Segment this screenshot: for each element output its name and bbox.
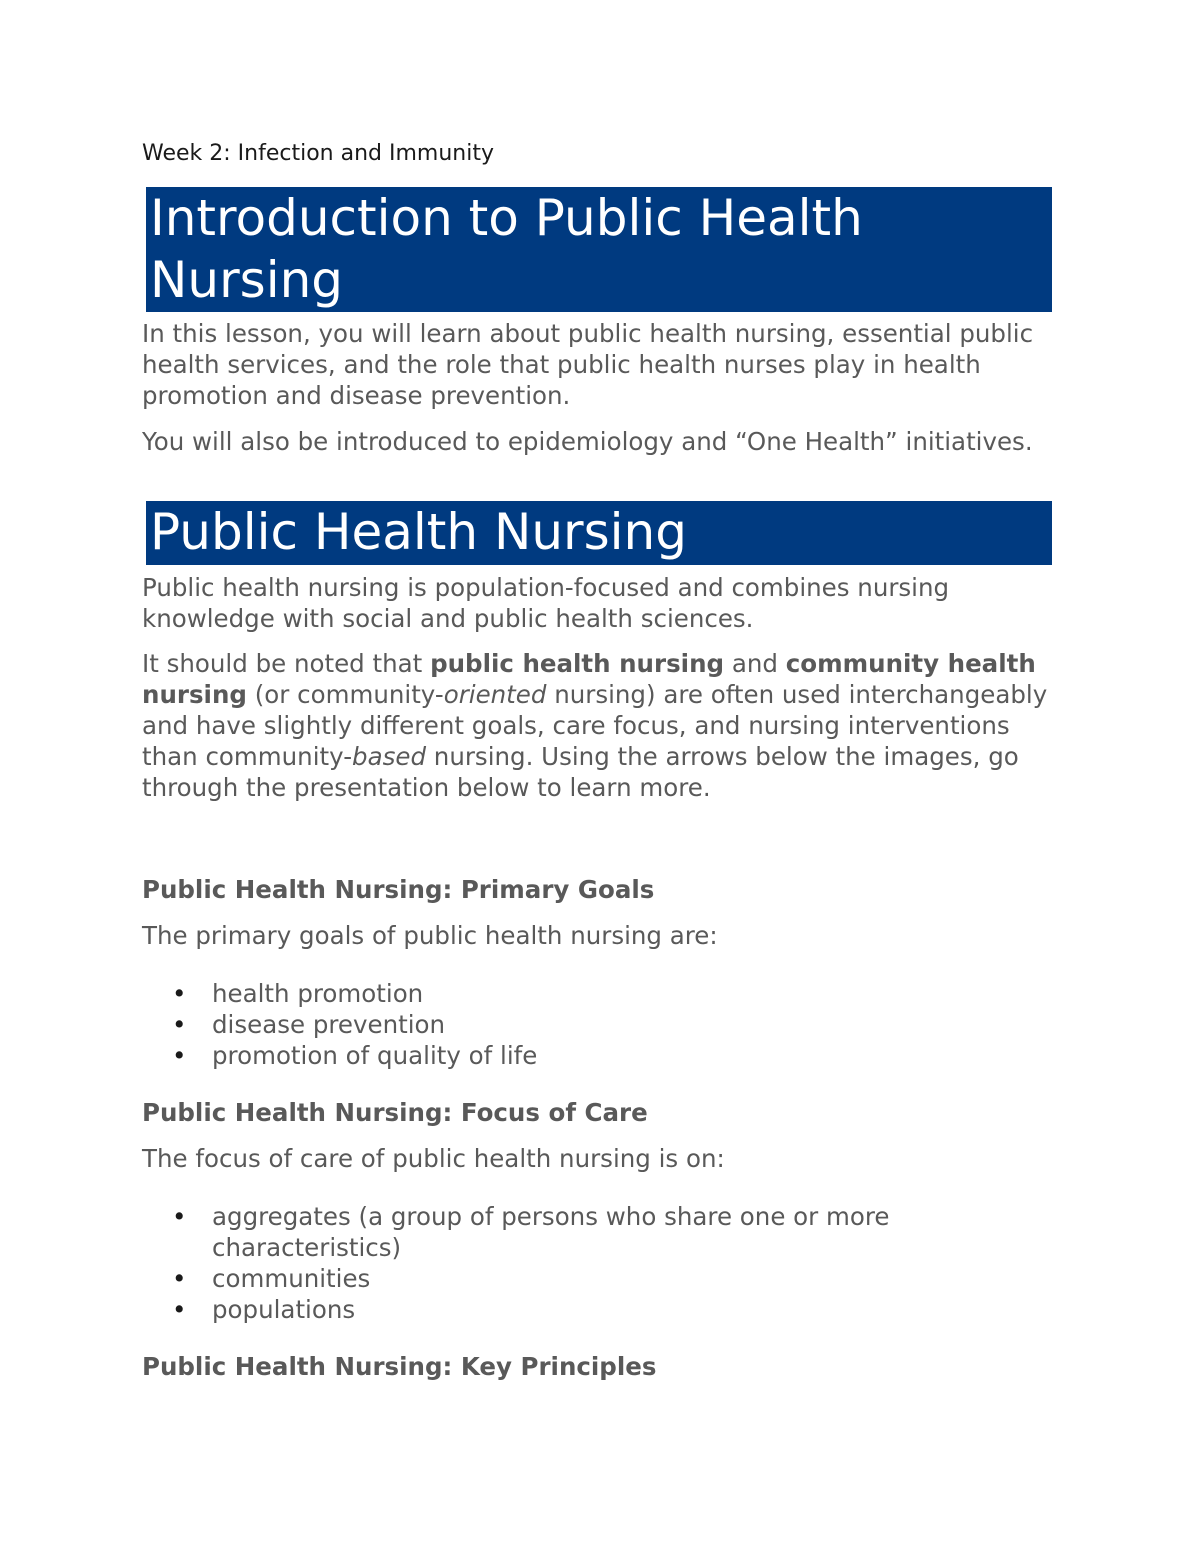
focus-list (142, 1201, 1002, 1325)
list-item (142, 1201, 1002, 1263)
phn-heading: Public Health Nursing (146, 501, 1052, 565)
goals-list (142, 978, 1062, 1071)
list-item (142, 978, 1062, 1009)
week-title: Week 2: Infection and Immunity (142, 141, 494, 166)
bold-term: public health nursing (430, 649, 725, 678)
intro-paragraph-2: You will also be introduced to epidemiology and “One Health” initiatives. (142, 427, 1033, 456)
phn-paragraph-1: Public health nursing is population-focused and combines nursing knowledge with social and public health sciences. (142, 573, 950, 633)
goals-intro: The primary goals of public health nursing are: (142, 921, 718, 950)
bold-term: community health nursing (142, 649, 1036, 709)
bullet-icon: • (172, 1264, 187, 1293)
list-item (142, 1009, 1062, 1040)
text-run: and (724, 649, 786, 678)
bullet-icon: • (172, 1010, 187, 1039)
italic-term: oriented (443, 680, 547, 709)
text-run: nursing) are often used interchangeably and have slightly different goals, care focus, and nursing interventions than community- (142, 680, 1048, 771)
list-item-text: communities (212, 1264, 371, 1293)
bullet-icon: • (172, 1041, 187, 1070)
list-item-text: disease prevention (212, 1010, 446, 1039)
goals-heading: Public Health Nursing: Primary Goals (142, 875, 655, 904)
list-item (142, 1040, 1062, 1071)
focus-heading: Public Health Nursing: Focus of Care (142, 1098, 648, 1127)
italic-term: based (352, 742, 427, 771)
list-item (142, 1294, 1002, 1325)
text-run: nursing. Using the arrows below the images, go through the presentation below to learn more. (142, 742, 1019, 802)
bullet-icon: • (172, 1295, 187, 1324)
bullet-icon: • (172, 1202, 187, 1231)
list-item (142, 1263, 1002, 1294)
list-item-text: health promotion (212, 979, 424, 1008)
bullet-icon: • (172, 979, 187, 1008)
focus-intro: The focus of care of public health nursing is on: (142, 1144, 725, 1173)
principles-heading: Public Health Nursing: Key Principles (142, 1352, 657, 1381)
list-item-text: aggregates (a group of persons who share one or more characteristics) (212, 1202, 890, 1262)
list-item-text: populations (212, 1295, 356, 1324)
intro-paragraph-1: In this lesson, you will learn about public health nursing, essential public health services, and the role that public health nurses play in health promotion and disease prevention. (142, 319, 1034, 410)
list-item-text: promotion of quality of life (212, 1041, 538, 1070)
text-run: (or community- (246, 680, 444, 709)
intro-heading: Introduction to Public Health Nursing (146, 187, 1052, 312)
text-run: It should be noted that (142, 649, 431, 678)
phn-paragraph-2 (142, 648, 1062, 803)
